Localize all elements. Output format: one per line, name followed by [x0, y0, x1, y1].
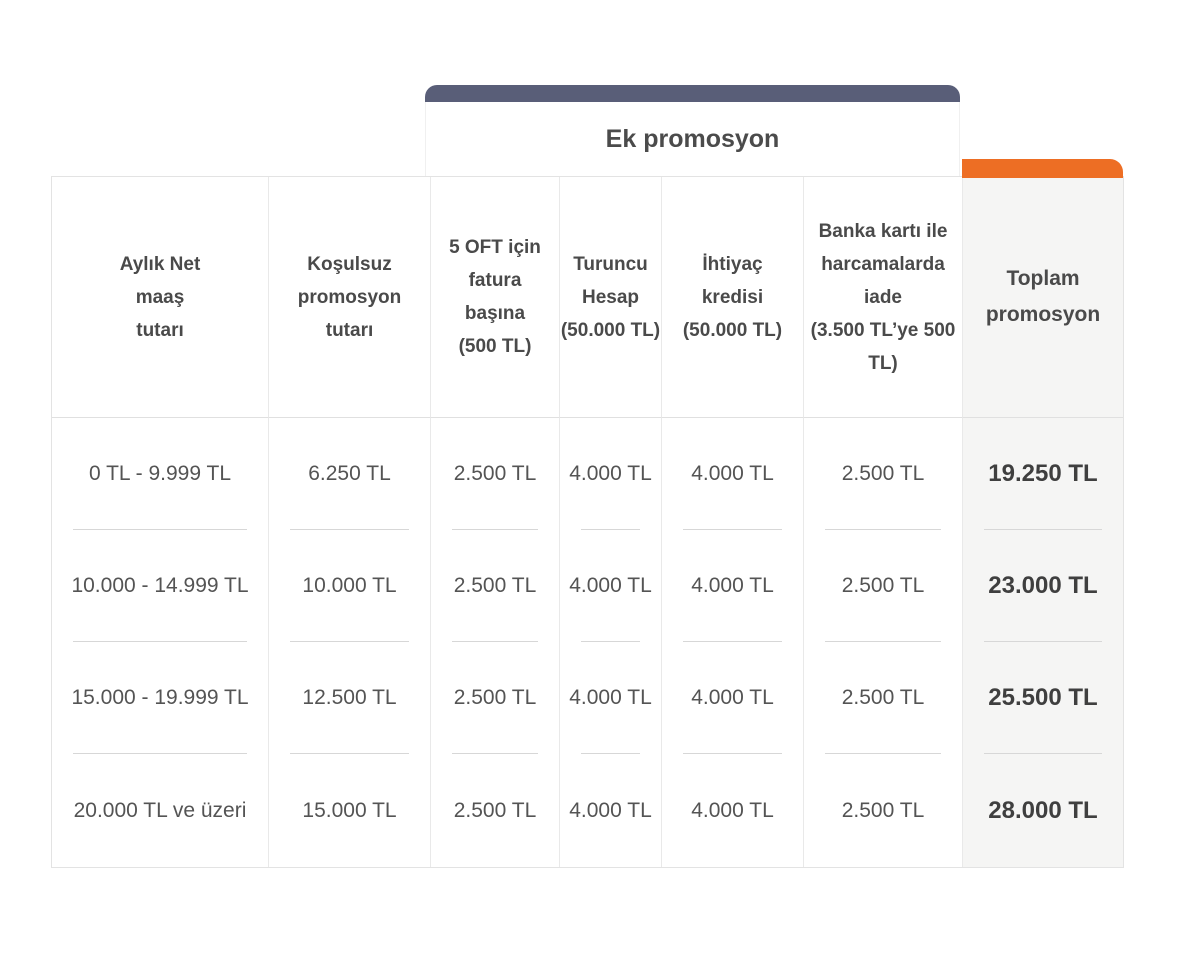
header-line: Turuncu — [573, 253, 648, 275]
total-promotion-cell: 23.000 TL — [963, 530, 1123, 642]
toplam-promosyon-accent-band — [962, 159, 1123, 178]
table-cell: 4.000 TL — [662, 642, 804, 754]
ek-promosyon-tab — [425, 85, 960, 176]
table-cell: 15.000 TL — [269, 754, 431, 867]
table-cell: 2.500 TL — [431, 418, 560, 530]
header-line: harcamalarda — [821, 253, 945, 275]
header-line: maaş — [135, 286, 185, 308]
header-line: Hesap — [581, 286, 640, 308]
header-line: Aylık Net — [119, 253, 201, 275]
column-header-banka-karti-iade — [804, 177, 963, 418]
header-line: tutarı — [136, 319, 184, 341]
table-cell: 20.000 TL ve üzeri — [52, 754, 269, 867]
table-cell: 4.000 TL — [662, 530, 804, 642]
table-cell: 4.000 TL — [560, 530, 662, 642]
header-line: başına — [464, 303, 526, 324]
header-line: Toplam — [1006, 267, 1080, 290]
header-line: (50.000 TL) — [682, 319, 783, 341]
header-line: TL) — [868, 352, 898, 374]
table-cell: 2.500 TL — [804, 754, 963, 867]
ek-promosyon-tab-bar — [425, 85, 960, 102]
total-promotion-cell: 25.500 TL — [963, 642, 1123, 754]
header-line: fatura — [468, 270, 522, 291]
table-cell: 2.500 TL — [431, 642, 560, 754]
table-cell: 2.500 TL — [431, 754, 560, 867]
total-promotion-cell: 28.000 TL — [963, 754, 1123, 867]
table-cell: 4.000 TL — [662, 754, 804, 867]
header-line: promosyon — [297, 286, 402, 308]
table-cell: 4.000 TL — [560, 642, 662, 754]
table-cell: 4.000 TL — [662, 418, 804, 530]
column-header-turuncu-hesap — [560, 177, 662, 418]
table-cell: 2.500 TL — [804, 642, 963, 754]
header-line: (50.000 TL) — [560, 319, 661, 341]
header-line: (3.500 TL’ye 500 — [810, 319, 956, 341]
table-cell: 2.500 TL — [804, 418, 963, 530]
table-cell: 6.250 TL — [269, 418, 431, 530]
table-cell: 10.000 TL — [269, 530, 431, 642]
ek-promosyon-label: Ek promosyon — [605, 124, 780, 153]
table-cell: 15.000 - 19.999 TL — [52, 642, 269, 754]
table-cell: 4.000 TL — [560, 418, 662, 530]
header-line: (500 TL) — [458, 336, 532, 357]
ek-promosyon-tab-body — [425, 102, 960, 176]
table-cell: 4.000 TL — [560, 754, 662, 867]
promotion-table — [51, 176, 1124, 868]
header-line: 5 OFT için — [449, 237, 541, 258]
header-line: Koşulsuz — [307, 253, 392, 275]
header-line: iade — [863, 286, 903, 308]
table-cell: 2.500 TL — [431, 530, 560, 642]
total-promotion-cell: 19.250 TL — [963, 418, 1123, 530]
column-header-ihtiyac-kredisi — [662, 177, 804, 418]
table-cell: 0 TL - 9.999 TL — [52, 418, 269, 530]
header-line: İhtiyaç — [702, 253, 763, 275]
table-cell: 12.500 TL — [269, 642, 431, 754]
header-line: kredisi — [701, 286, 764, 308]
header-line: promosyon — [985, 303, 1101, 326]
header-line: tutarı — [325, 319, 374, 341]
table-cell: 10.000 - 14.999 TL — [52, 530, 269, 642]
column-header-oft-fatura-basina — [431, 177, 560, 418]
table-cell: 2.500 TL — [804, 530, 963, 642]
column-header-toplam-promosyon — [963, 177, 1123, 418]
column-header-kosulsuz-promosyon-tutari — [269, 177, 431, 418]
column-header-aylik-net-maas-tutari — [52, 177, 269, 418]
header-line: Banka kartı ile — [818, 220, 948, 242]
